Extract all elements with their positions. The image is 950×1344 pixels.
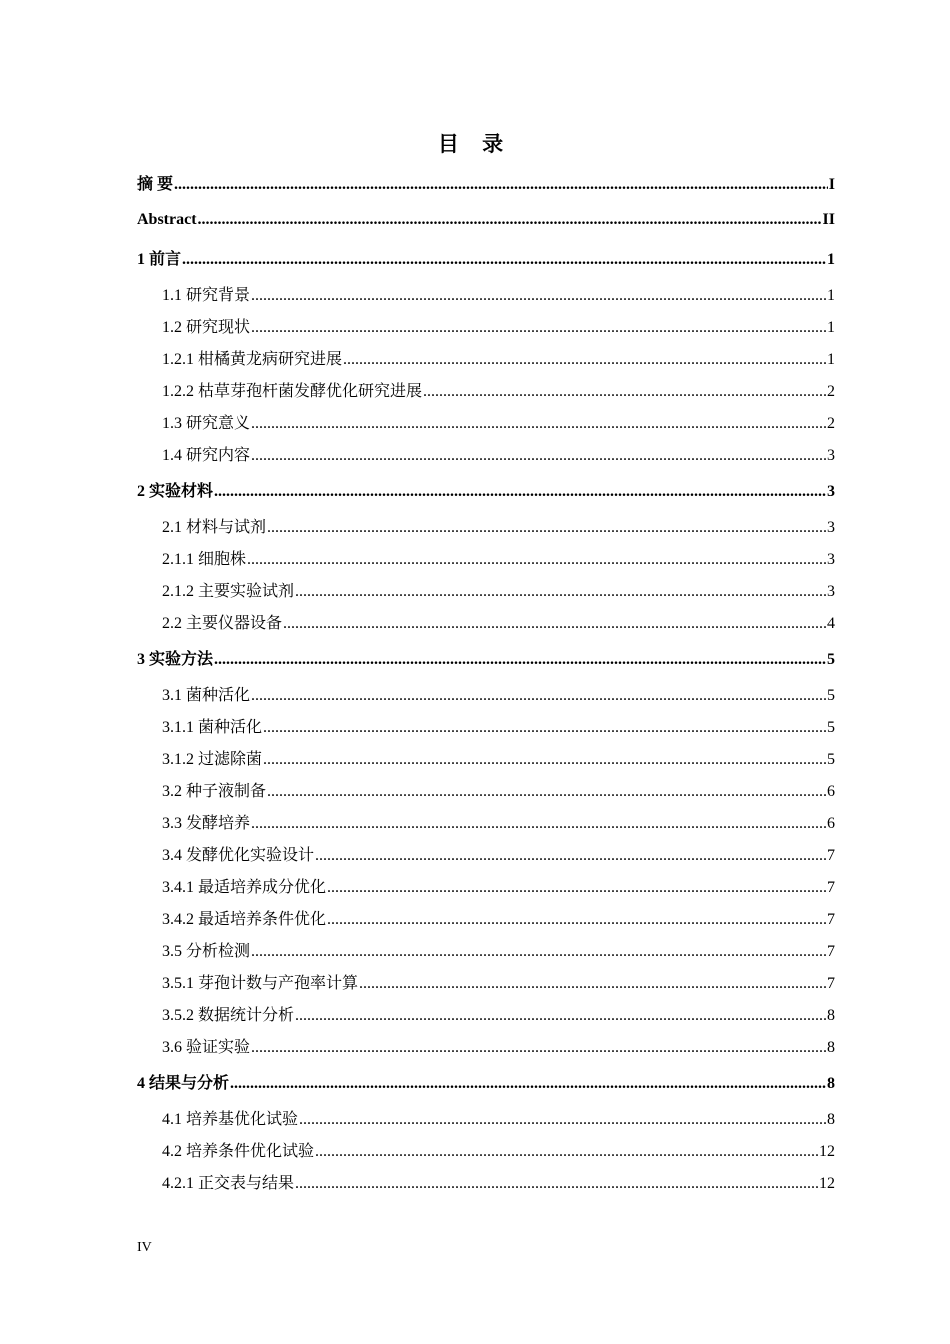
toc-entry-page-number: 5 xyxy=(827,751,835,768)
toc-entry-label: 4.2 培养条件优化试验 xyxy=(162,1143,315,1160)
toc-entry-page-number: 6 xyxy=(827,783,835,800)
toc-entry[interactable] xyxy=(137,1104,835,1136)
toc-entry[interactable] xyxy=(137,608,835,640)
toc-entry[interactable] xyxy=(137,808,835,840)
toc-dot-leader xyxy=(295,1000,826,1032)
toc-entry[interactable] xyxy=(137,1136,835,1168)
toc-entry-label: 4.2.1 正交表与结果 xyxy=(162,1175,295,1192)
toc-entry-page-number: 4 xyxy=(827,615,835,632)
toc-entry-page-number: 2 xyxy=(827,415,835,432)
toc-entry-page-number: 1 xyxy=(827,351,835,368)
toc-dot-leader xyxy=(343,344,826,376)
toc-entry-label: 2.1.1 细胞株 xyxy=(162,551,247,568)
toc-entry[interactable] xyxy=(137,576,835,608)
toc-entry[interactable] xyxy=(137,640,835,680)
toc-entry[interactable] xyxy=(137,544,835,576)
toc-dot-leader xyxy=(230,1064,826,1104)
toc-entry-page-number: 7 xyxy=(827,847,835,864)
toc-dot-leader xyxy=(423,376,826,408)
toc-entry[interactable] xyxy=(137,472,835,512)
toc-dot-leader xyxy=(251,280,826,312)
toc-entry-page-number: 6 xyxy=(827,815,835,832)
toc-entry-label: 摘 要 xyxy=(137,176,174,193)
toc-entry[interactable] xyxy=(137,712,835,744)
toc-entry[interactable] xyxy=(137,744,835,776)
toc-entry-page-number: 7 xyxy=(827,879,835,896)
toc-entry-label: 1.3 研究意义 xyxy=(162,415,251,432)
toc-dot-leader xyxy=(251,312,826,344)
toc-dot-leader xyxy=(315,840,826,872)
toc-entry[interactable] xyxy=(137,776,835,808)
toc-entry[interactable] xyxy=(137,936,835,968)
toc-entry-label: 1.2.2 枯草芽孢杆菌发酵优化研究进展 xyxy=(162,383,423,400)
toc-entry-page-number: 1 xyxy=(827,287,835,304)
toc-dot-leader xyxy=(198,200,822,240)
toc-entry-label: 3.5 分析检测 xyxy=(162,943,251,960)
toc-dot-leader xyxy=(174,170,828,200)
toc-entry-page-number: 8 xyxy=(827,1007,835,1024)
toc-dot-leader xyxy=(251,808,826,840)
toc-entry-label: 2.1.2 主要实验试剂 xyxy=(162,583,295,600)
toc-entry-page-number: II xyxy=(822,211,835,228)
toc-entry-label: 1.1 研究背景 xyxy=(162,287,251,304)
toc-dot-leader xyxy=(251,440,826,472)
toc-entry-label: 3 实验方法 xyxy=(137,651,214,668)
toc-dot-leader xyxy=(315,1136,818,1168)
toc-dot-leader xyxy=(251,936,826,968)
toc-entry[interactable] xyxy=(137,680,835,712)
toc-entry-label: 4.1 培养基优化试验 xyxy=(162,1111,299,1128)
toc-dot-leader xyxy=(295,1168,818,1200)
toc-entry-page-number: I xyxy=(828,176,835,193)
toc-entry-label: 1 前言 xyxy=(137,251,182,268)
toc-entry-page-number: 8 xyxy=(827,1039,835,1056)
toc-dot-leader xyxy=(214,472,826,512)
toc-entry-label: 2 实验材料 xyxy=(137,483,214,500)
toc-entry[interactable] xyxy=(137,1000,835,1032)
toc-entry-label: 3.3 发酵培养 xyxy=(162,815,251,832)
toc-dot-leader xyxy=(214,640,826,680)
toc-entry-page-number: 8 xyxy=(827,1075,835,1092)
toc-entry-page-number: 3 xyxy=(827,447,835,464)
toc-dot-leader xyxy=(283,608,826,640)
toc-entry-label: 3.1.1 菌种活化 xyxy=(162,719,263,736)
toc-entry-label: 3.6 验证实验 xyxy=(162,1039,251,1056)
toc-entry-label: 3.5.1 芽孢计数与产孢率计算 xyxy=(162,975,359,992)
page-footer-number: IV xyxy=(137,1240,152,1255)
toc-dot-leader xyxy=(251,1032,826,1064)
toc-entry[interactable] xyxy=(137,200,835,240)
toc-entry[interactable] xyxy=(137,1064,835,1104)
toc-entry[interactable] xyxy=(137,280,835,312)
toc-entry-page-number: 1 xyxy=(827,251,835,268)
toc-heading: 目 录 xyxy=(437,132,513,156)
toc-entry-page-number: 3 xyxy=(827,483,835,500)
toc-entry-label: Abstract xyxy=(137,211,197,228)
toc-entry-page-number: 3 xyxy=(827,519,835,536)
toc-entry[interactable] xyxy=(137,512,835,544)
toc-entry[interactable] xyxy=(137,1168,835,1200)
toc-entry-page-number: 5 xyxy=(827,687,835,704)
toc-dot-leader xyxy=(251,408,826,440)
toc-entry-label: 3.2 种子液制备 xyxy=(162,783,267,800)
toc-entry-page-number: 7 xyxy=(827,975,835,992)
toc-entry[interactable] xyxy=(137,312,835,344)
toc-dot-leader xyxy=(263,744,826,776)
toc-entry[interactable] xyxy=(137,440,835,472)
toc-entry-label: 2.1 材料与试剂 xyxy=(162,519,267,536)
toc-entry-label: 1.2 研究现状 xyxy=(162,319,251,336)
toc-entry-label: 1.4 研究内容 xyxy=(162,447,251,464)
toc-entry[interactable] xyxy=(137,408,835,440)
toc-entry-label: 3.5.2 数据统计分析 xyxy=(162,1007,295,1024)
toc-entry[interactable] xyxy=(137,376,835,408)
toc-entry-label: 2.2 主要仪器设备 xyxy=(162,615,283,632)
toc-entry-label: 1.2.1 柑橘黄龙病研究进展 xyxy=(162,351,343,368)
toc-entry-label: 3.4.1 最适培养成分优化 xyxy=(162,879,327,896)
toc-entry[interactable] xyxy=(137,240,835,280)
toc-entry[interactable] xyxy=(137,1032,835,1064)
toc-dot-leader xyxy=(299,1104,826,1136)
toc-entry-page-number: 3 xyxy=(827,551,835,568)
toc-entry[interactable] xyxy=(137,872,835,904)
toc-dot-leader xyxy=(263,712,826,744)
toc-entry-page-number: 5 xyxy=(827,651,835,668)
toc-dot-leader xyxy=(247,544,826,576)
toc-entry-label: 3.1 菌种活化 xyxy=(162,687,251,704)
toc-entry[interactable] xyxy=(137,968,835,1000)
toc-entry-page-number: 12 xyxy=(819,1143,835,1160)
toc-entry-label: 3.4.2 最适培养条件优化 xyxy=(162,911,327,928)
toc-dot-leader xyxy=(251,680,826,712)
toc-entry-page-number: 8 xyxy=(827,1111,835,1128)
toc-entry[interactable] xyxy=(137,344,835,376)
toc-entry-page-number: 2 xyxy=(827,383,835,400)
toc-dot-leader xyxy=(182,240,826,280)
toc-dot-leader xyxy=(359,968,826,1000)
toc-dot-leader xyxy=(267,512,826,544)
toc-dot-leader xyxy=(327,904,826,936)
toc-entry-page-number: 7 xyxy=(827,911,835,928)
toc-dot-leader xyxy=(267,776,826,808)
toc-entry[interactable] xyxy=(137,840,835,872)
toc-dot-leader xyxy=(327,872,826,904)
toc-entry[interactable] xyxy=(137,904,835,936)
toc-entry-page-number: 7 xyxy=(827,943,835,960)
toc-entry-label: 3.1.2 过滤除菌 xyxy=(162,751,263,768)
toc-entry-page-number: 12 xyxy=(819,1175,835,1192)
toc-entry[interactable] xyxy=(137,170,835,200)
toc-entry-label: 4 结果与分析 xyxy=(137,1075,230,1092)
toc-dot-leader xyxy=(295,576,826,608)
table-of-contents xyxy=(137,170,835,1200)
toc-entry-page-number: 5 xyxy=(827,719,835,736)
toc-entry-page-number: 3 xyxy=(827,583,835,600)
toc-entry-page-number: 1 xyxy=(827,319,835,336)
toc-entry-label: 3.4 发酵优化实验设计 xyxy=(162,847,315,864)
